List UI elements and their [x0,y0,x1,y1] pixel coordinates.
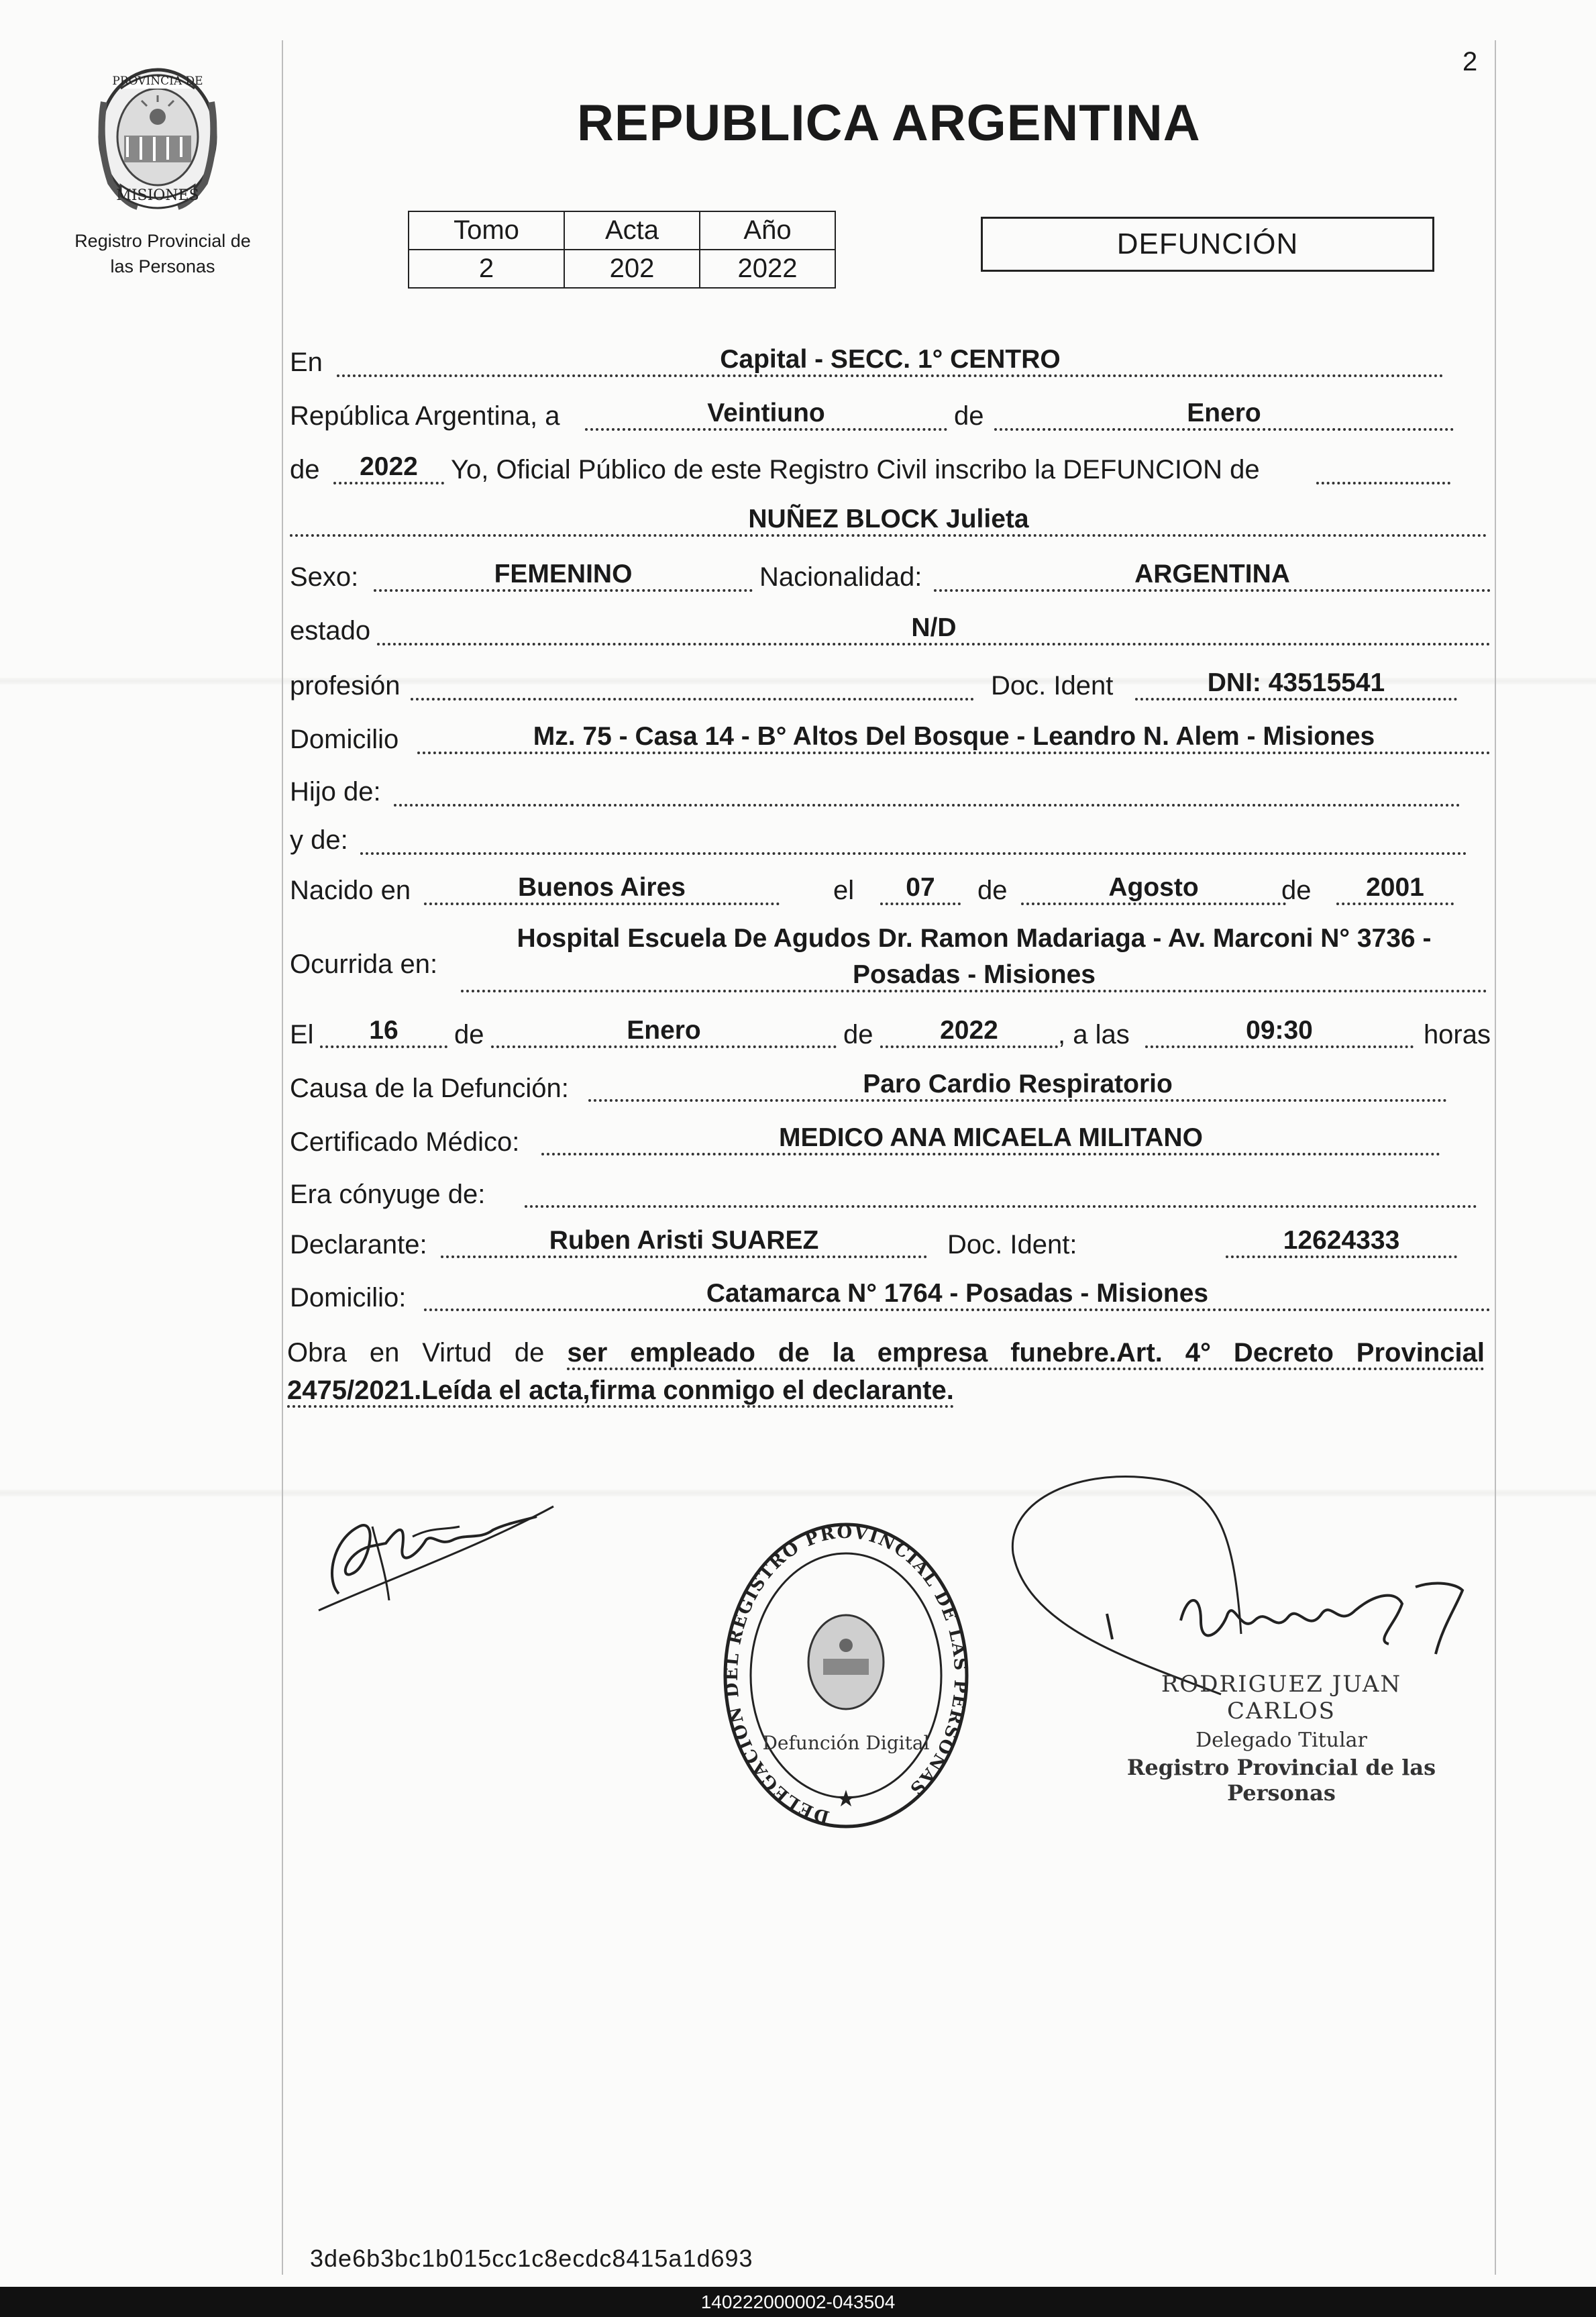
declarante-doc-field: 12624333 [1226,1226,1457,1258]
acta-table [408,211,836,289]
right-margin-line [1495,40,1496,2275]
seal-star-icon: ★ [835,1786,857,1812]
nacionalidad-field: ARGENTINA [934,560,1491,592]
seal-ring-text: DELEGACION DEL REGISTRO PROVINCIAL DE LAS PERSONAS [721,1522,971,1827]
emblem-bottom-text: MISIONES [116,187,199,204]
official-seal [719,1518,973,1833]
emblem-top-text: PROVINCIA DE [112,74,203,88]
acta-value-cell: 202 [564,250,700,288]
acta-header-cell: Tomo [409,211,564,250]
nacido-mes-field: Agosto [1021,873,1286,905]
obra-text: ser empleado de la empresa funebre.Art. 4° Decreto Provincial 2475/2021.Leída el acta,firma conmigo el declarante. [287,1338,1485,1408]
official-stamp [1107,1671,1456,1806]
page-title: REPUBLICA ARGENTINA [577,95,1201,152]
sexo-field: FEMENINO [374,560,753,592]
documento-field: DNI: 43515541 [1135,668,1457,701]
acta-header-cell: Acta [564,211,700,250]
acta-value-cell: 2 [409,250,564,288]
fecha-dia-field: 16 [320,1016,447,1048]
official-name: RODRIGUEZ JUAN CARLOS [1161,1671,1402,1724]
declarante-domicilio-field: Catamarca N° 1764 - Posadas - Misiones [424,1279,1491,1311]
acta-value-row [409,250,835,288]
domicilio-field: Mz. 75 - Casa 14 - B° Altos Del Bosque - Leandro N. Alem - Misiones [417,722,1491,754]
ocurrida-line2: Posadas - Misiones [461,960,1487,992]
page-number: 2 [1462,47,1478,76]
inscripcion-blank [1316,452,1450,484]
fallecido-field: NUÑEZ BLOCK Julieta [290,505,1487,537]
obra-paragraph [287,1334,1485,1409]
document-type-box: DEFUNCIÓN [981,217,1434,272]
hora-field: 09:30 [1145,1016,1414,1048]
estado-field: N/D [377,613,1491,646]
barcode-number: 140222000002-043504 [700,2292,896,2312]
ocurrida-line1: Hospital Escuela De Agudos Dr. Ramon Madariaga - Av. Marconi N° 3736 - [517,924,1432,953]
acta-header-row [409,211,835,250]
fecha-anio-field: 2022 [880,1016,1058,1048]
lugar-field: Capital - SECC. 1° CENTRO [337,345,1444,377]
acta-value-cell: 2022 [700,250,835,288]
registry-name: Registro Provincial de las Personas [74,231,251,276]
document-hash: 3de6b3bc1b015cc1c8ecdc8415a1d693 [310,2245,753,2272]
nacido-anio-field: 2001 [1336,873,1454,905]
document-page: 2 PROVINCIA DE MISIONES Registro Provincial de las Personas REPUBLICA ARGENTINA Tomo Acta Año 2 202 2022 DEFUNCIÓN En Capital - SECC. 1° CENTRO República Argentina, a Veintiuno de Enero de 2022 Yo, Oficial Público de este Registro Civil inscribo la DEFUNCION de NUÑEZ BLOCK Julieta Sexo: FEMENINO Nacionalidad: ARGENTINA estado N/D profesión Doc. Ident DNI: 43515541 Domicilio Mz. 75 - Casa 14 - B° Altos Del Bosque - Leandro N. Alem - Misiones Hijo de: y de: Nacido en Buenos Aires el 07 de Agosto de 2001 Ocurrida en: Hospital Escuela De Agudos Dr. Ramon Madariaga - Av. Marconi N° 3736 - Posadas - Misiones El 16 de Enero de 2022 , a las 09:30 horas Causa de la Defunción: Paro Cardio Respiratorio Certificado Médico: MEDICO ANA MICAELA MILITANO Era cónyuge de: Declarante: Ruben Aristi SUAREZ Doc. Ident: 12624333 Domicilio: Catamarca N° 1764 - Posadas - Misiones Obra en Virtud de ser empleado de la empresa funebre.Art. 4° Decreto Provincial 2475/2021.Leída el acta,firma conmigo el declarante. DELEGACION DEL REGISTRO PROVINCIAL DE LAS PERSONAS Defunción Digital ★ RODRIGUEZ JUAN CARLOS Delegado Titular Registro Provincial de las Personas 3de6b3bc1b015cc1c8ecdc8415a1d693 140222000002-043504 [0,0,1596,2317]
barcode-strip [0,2287,1596,2317]
declarant-signature [305,1466,564,1620]
official-signature [1000,1459,1496,1701]
fecha-mes-field: Enero [491,1016,837,1048]
provincial-emblem [84,62,231,217]
mes-acta-field: Enero [994,399,1454,431]
obra-label: Obra en Virtud de [287,1338,545,1368]
causa-field: Paro Cardio Respiratorio [588,1070,1447,1102]
acta-header-cell: Año [700,211,835,250]
nacido-en-field: Buenos Aires [424,873,780,905]
anio-acta-field: 2022 [333,452,444,484]
profesion-field [411,668,974,701]
y-de-field [360,823,1467,855]
seal-inner-text: Defunción Digital [762,1732,930,1754]
conyuge-field [525,1176,1477,1208]
official-registry: Registro Provincial de las Personas [1126,1755,1436,1806]
dia-acta-field: Veintiuno [585,399,947,431]
declarante-field: Ruben Aristi SUAREZ [441,1226,927,1258]
certificado-field: MEDICO ANA MICAELA MILITANO [541,1123,1440,1155]
official-title: Delegado Titular [1195,1729,1367,1752]
nacido-dia-field: 07 [880,873,961,905]
left-margin-line [282,40,283,2275]
hijo-de-field [394,774,1460,807]
